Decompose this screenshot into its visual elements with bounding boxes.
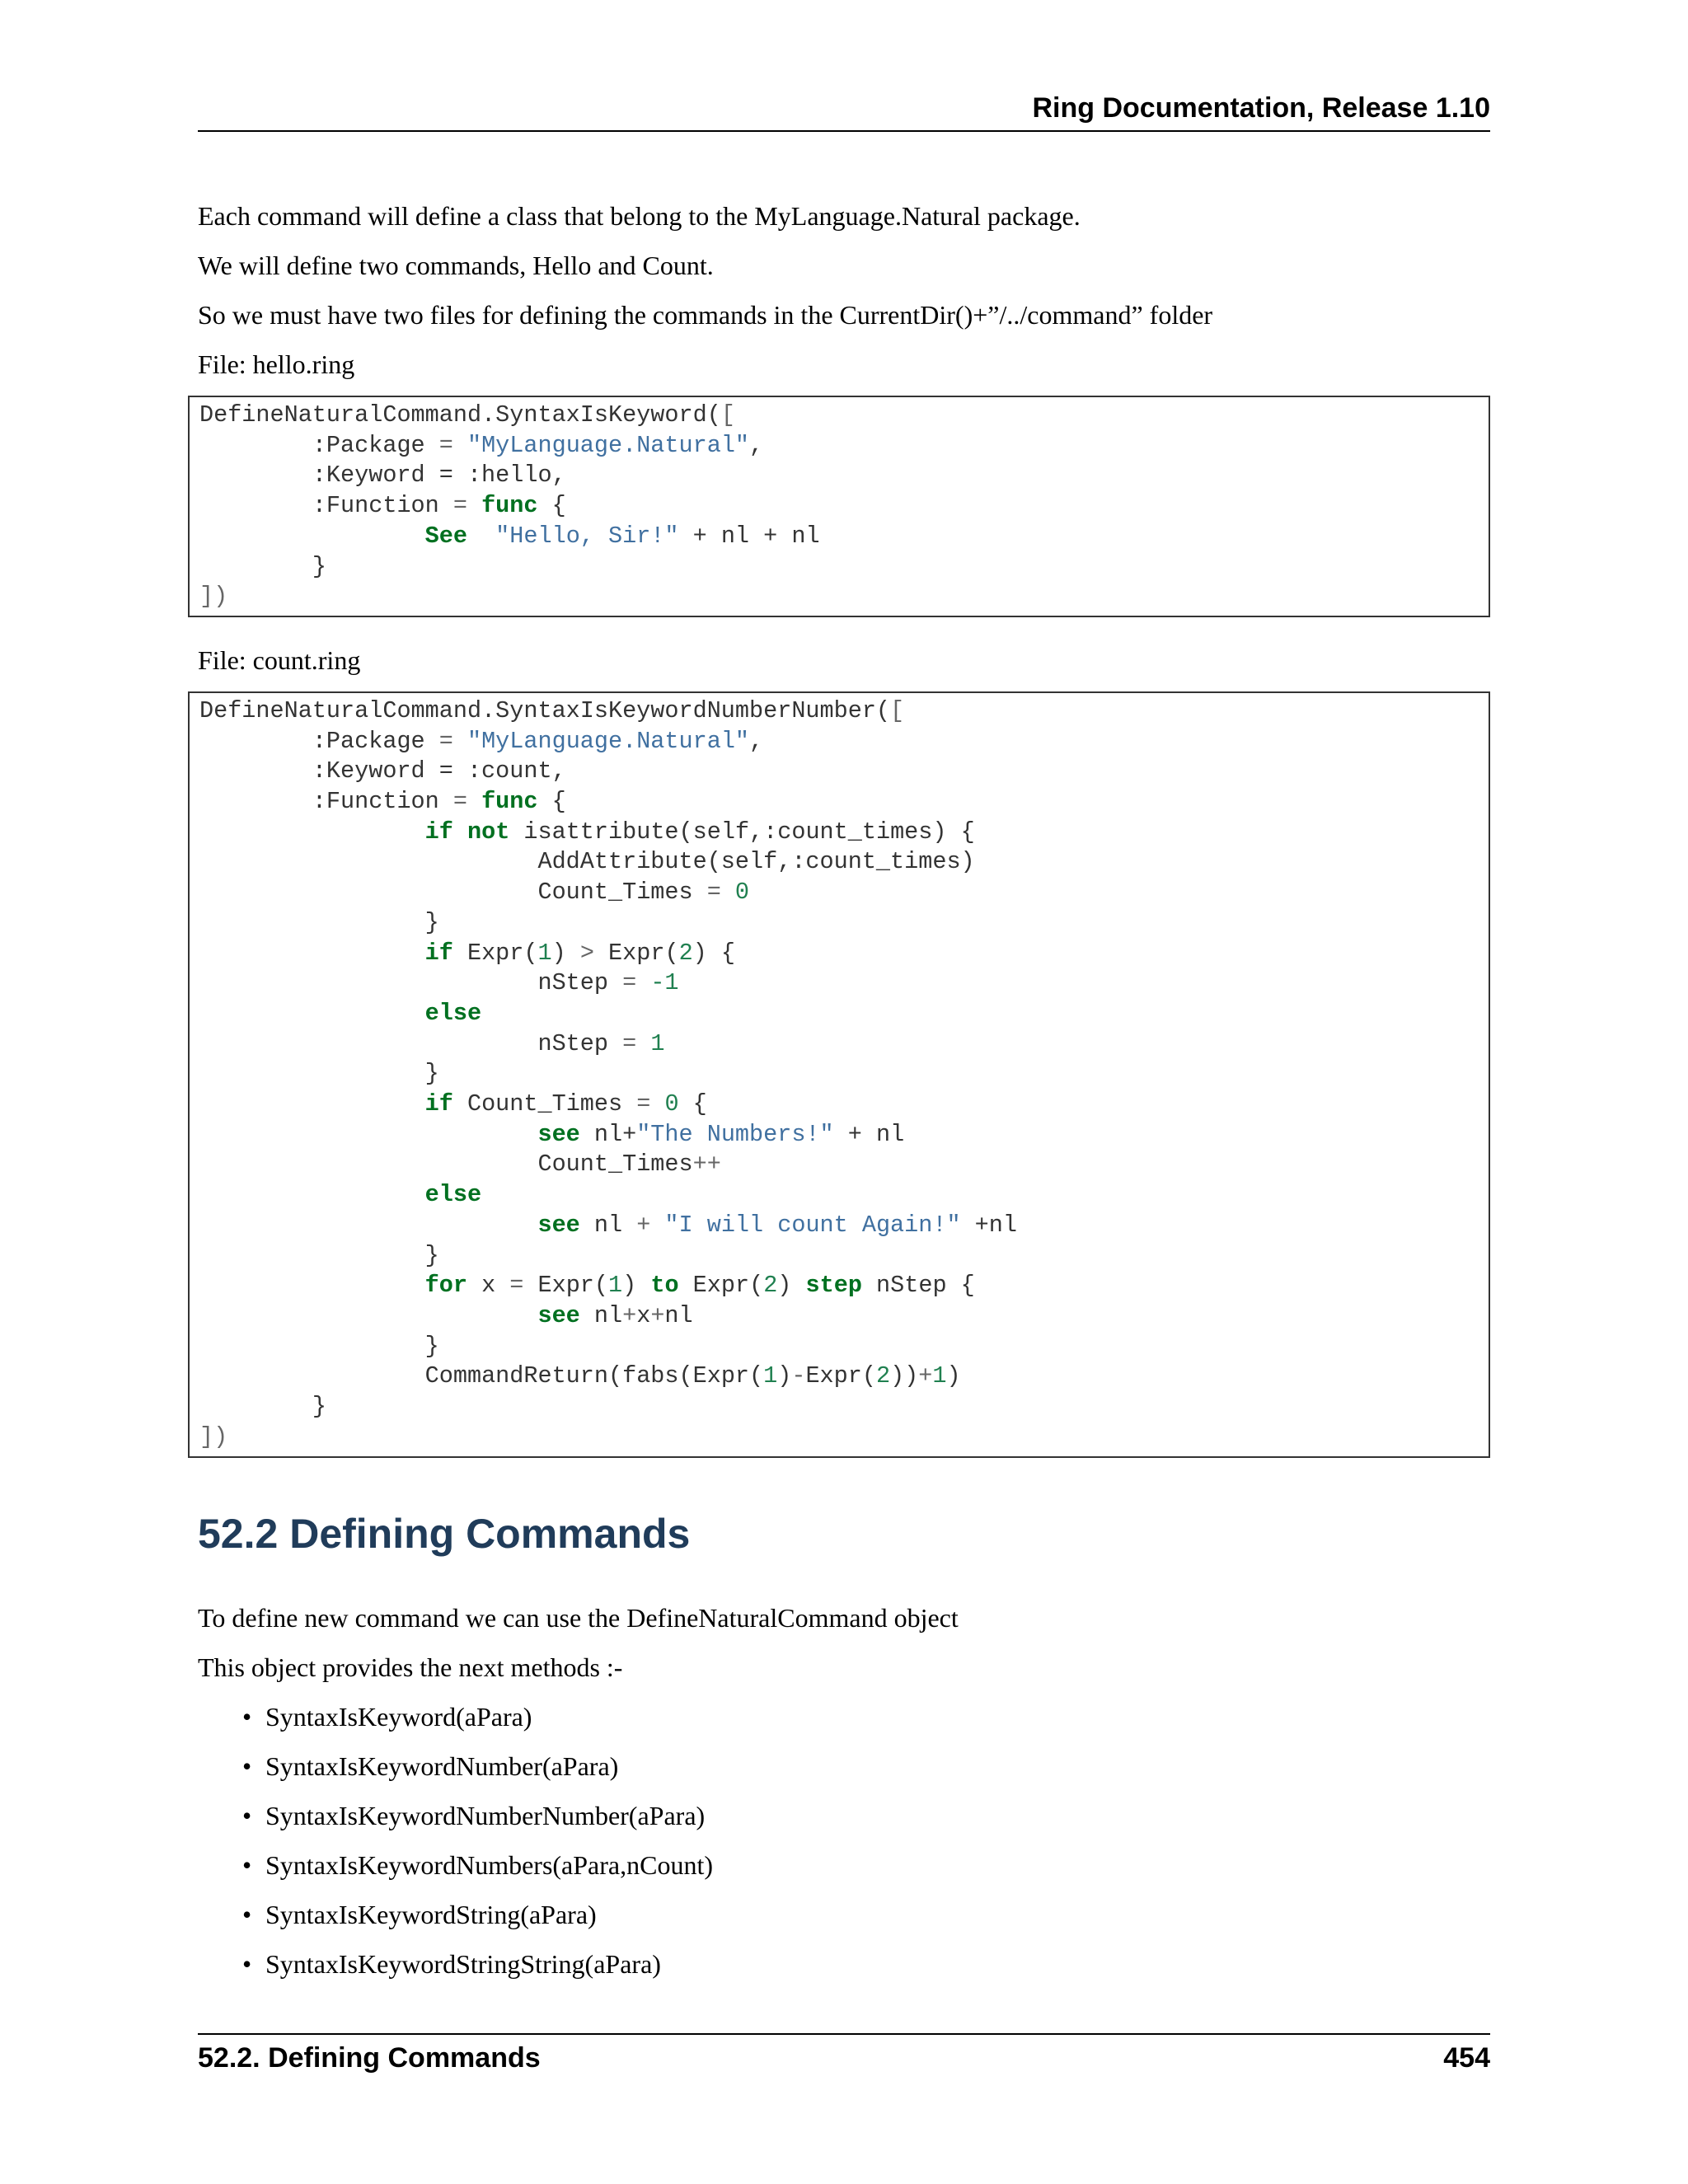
section-paragraph-2: This object provides the next methods :- xyxy=(198,1652,623,1682)
page-content xyxy=(198,198,1490,1995)
bullet-icon: • xyxy=(242,1948,252,1979)
list-item: • SyntaxIsKeywordNumbers(aPara,nCount) xyxy=(242,1847,1490,1883)
section-heading: 52.2 Defining Commands xyxy=(198,1510,691,1557)
list-item: • SyntaxIsKeyword(aPara) xyxy=(242,1699,1490,1735)
list-item: • SyntaxIsKeywordString(aPara) xyxy=(242,1896,1490,1933)
page-number: 454 xyxy=(1443,2042,1490,2074)
bullet-icon: • xyxy=(242,1701,252,1732)
running-header: Ring Documentation, Release 1.10 xyxy=(1032,92,1490,124)
code-block-hello: DefineNaturalCommand.SyntaxIsKeyword([ :Package = "MyLanguage.Natural", :Keyword = :hello, :Function = func { See "Hello, Sir!" + nl + nl } ]) xyxy=(188,396,1490,617)
methods-list xyxy=(198,1699,1490,1982)
list-item: • SyntaxIsKeywordNumberNumber(aPara) xyxy=(242,1797,1490,1834)
bullet-icon: • xyxy=(242,1750,252,1781)
intro-paragraph-2: We will define two commands, Hello and Count. xyxy=(198,251,714,280)
section-paragraph-1: To define new command we can use the DefineNaturalCommand object xyxy=(198,1602,959,1633)
code-block-count: DefineNaturalCommand.SyntaxIsKeywordNumberNumber([ :Package = "MyLanguage.Natural", :Keyword = :count, :Function = func { if not isattribute(self,:count_times) { AddAttribute(self,:count_times) Count_Times = 0 } if Expr(1) > Expr(2) { nStep = -1 else nStep = 1 } if Count_Times = 0 { see nl+"The Numbers!" + nl Count_Times++ else see nl + "I will count Again!" +nl } for x = Expr(1) to Expr(2) step nStep { see nl+x+nl } CommandReturn(fabs(Expr(1)-Expr(2))+1) } ]) xyxy=(188,691,1490,1458)
intro-paragraph-1: Each command will define a class that belong to the MyLanguage.Natural package. xyxy=(198,201,1081,231)
list-item: • SyntaxIsKeywordNumber(aPara) xyxy=(242,1748,1490,1784)
file-label-hello: File: hello.ring xyxy=(198,349,355,379)
bullet-icon: • xyxy=(242,1899,252,1929)
intro-paragraph-3: So we must have two files for defining the commands in the CurrentDir()+”/../command” folder xyxy=(198,300,1213,330)
file-label-count: File: count.ring xyxy=(198,644,361,675)
list-item: • SyntaxIsKeywordStringString(aPara) xyxy=(242,1946,1490,1982)
bullet-icon: • xyxy=(242,1849,252,1880)
header-rule xyxy=(198,130,1490,132)
bullet-icon: • xyxy=(242,1800,252,1830)
footer-section-title: 52.2. Defining Commands xyxy=(198,2042,541,2074)
footer-rule xyxy=(198,2033,1490,2035)
